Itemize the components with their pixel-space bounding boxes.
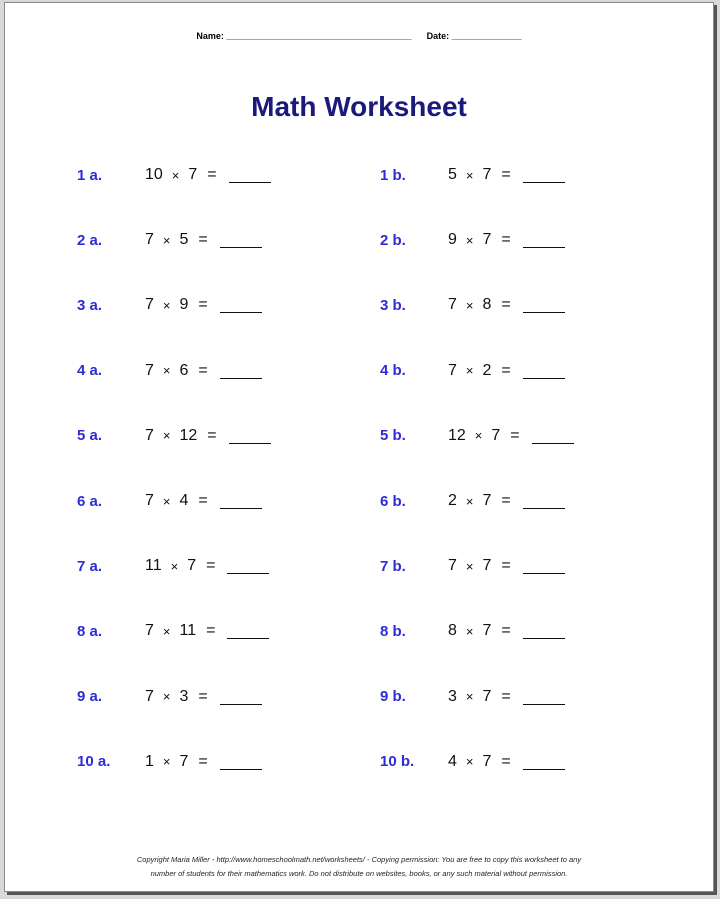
problem-4a [77,356,262,386]
answer-blank[interactable] [227,572,269,574]
answer-blank[interactable] [220,703,262,705]
problem-5a [77,421,271,451]
answer-blank[interactable] [523,181,565,183]
operator: × [465,623,474,639]
operand-a: 7 [145,296,154,314]
problem-1a [77,160,271,190]
operator: × [465,754,474,770]
operator: × [162,493,171,509]
answer-blank[interactable] [220,311,262,313]
problem-number: 3 b. [380,296,406,314]
problem-number: 8 a. [77,622,103,640]
operator: × [162,623,171,639]
problem-2a [77,225,262,255]
answer-blank[interactable] [229,181,271,183]
page-title: Math Worksheet [251,91,467,122]
problem-7a [77,551,269,581]
operand-a: 7 [448,557,457,575]
problem-number: 9 b. [380,688,406,706]
operand-b: 7 [179,752,189,770]
operand-a: 7 [145,426,154,444]
problem-number: 7 a. [77,557,103,575]
answer-blank[interactable] [523,377,565,379]
operand-b: 11 [179,622,197,640]
answer-blank[interactable] [229,442,271,444]
header-fields [5,31,713,41]
equals-sign: = [206,557,216,575]
problem-number: 5 b. [380,427,406,445]
operator: × [162,297,171,313]
operand-a: 8 [448,622,457,640]
operator: × [171,167,180,183]
problem-number: 1 a. [77,166,103,184]
operand-a: 3 [448,687,457,705]
equals-sign: = [198,687,208,705]
problem-4b [380,356,565,386]
problem-number: 7 b. [380,557,406,575]
operator: × [162,232,171,248]
operand-a: 10 [145,166,163,183]
operand-a: 5 [448,166,457,183]
problem-number: 6 a. [77,492,103,510]
operand-a: 9 [448,231,457,249]
operand-b: 7 [482,231,492,249]
operator: × [465,167,474,183]
problem-number: 8 b. [380,622,406,640]
equals-sign: = [501,622,511,640]
problem-number: 4 a. [77,362,103,380]
footer-line-2: number of students for their mathematics work. Do not distribute on websites, books, or any such material without permission. [150,869,568,878]
operand-a: 2 [448,492,457,509]
operand-b: 7 [482,687,492,705]
operand-a: 4 [448,752,457,770]
operand-b: 7 [482,166,492,183]
equals-sign: = [501,492,511,509]
operand-a: 7 [145,492,154,509]
operand-b: 5 [179,231,189,249]
operand-b: 7 [482,492,492,509]
operator: × [170,558,179,574]
operator: × [465,297,474,313]
problem-10b [380,747,565,777]
answer-blank[interactable] [220,507,262,509]
operand-b: 7 [482,557,492,575]
operand-a: 1 [145,752,154,770]
operand-b: 4 [179,492,189,509]
equals-sign: = [501,296,511,314]
operand-b: 7 [188,166,198,183]
answer-blank[interactable] [523,703,565,705]
operand-a: 12 [448,426,466,444]
problem-6a [77,486,262,516]
equals-sign: = [198,296,208,314]
answer-blank[interactable] [220,246,262,248]
answer-blank[interactable] [523,246,565,248]
operator: × [465,232,474,248]
answer-blank[interactable] [523,311,565,313]
problem-9b [380,682,565,712]
operand-b: 8 [482,296,492,314]
problem-8a [77,616,269,646]
operand-a: 7 [145,231,154,249]
problem-3b [380,290,565,320]
operand-b: 7 [187,557,197,575]
equals-sign: = [206,622,216,640]
answer-blank[interactable] [523,768,565,770]
problem-9a [77,682,262,712]
operator: × [465,493,474,509]
problem-number: 6 b. [380,492,406,510]
operand-b: 12 [179,426,198,444]
operand-b: 2 [482,361,492,379]
operand-a: 7 [448,361,457,379]
problem-number: 3 a. [77,296,103,314]
operator: × [474,428,483,444]
operator: × [465,363,474,379]
operand-b: 6 [179,361,189,379]
equals-sign: = [501,557,511,575]
operand-b: 7 [491,426,501,444]
problem-7b [380,551,565,581]
equals-sign: = [207,426,217,444]
operand-a: 7 [145,687,154,705]
answer-blank[interactable] [220,377,262,379]
problem-number: 2 b. [380,231,406,249]
problem-number: 1 b. [380,166,406,184]
problem-2b [380,225,565,255]
operator: × [162,754,171,770]
equals-sign: = [198,492,208,509]
operand-a: 11 [145,557,162,575]
problem-number: 2 a. [77,231,103,249]
equals-sign: = [501,752,511,770]
date-field-label: Date: ______________ [426,31,522,41]
problem-number: 10 b. [380,753,415,771]
problem-number: 10 a. [77,753,111,771]
answer-blank[interactable] [227,637,269,639]
operator: × [465,689,474,705]
operator: × [465,558,474,574]
worksheet-page [4,2,714,892]
problem-6b [380,486,565,516]
problem-1b [380,160,565,190]
name-field-label: Name: _____________________________________ [196,31,412,41]
problem-number: 9 a. [77,688,103,706]
answer-blank[interactable] [523,507,565,509]
operand-a: 7 [145,361,154,379]
operand-a: 7 [448,296,457,314]
answer-blank[interactable] [523,572,565,574]
equals-sign: = [501,231,511,249]
operator: × [162,428,171,444]
problem-8b [380,616,565,646]
answer-blank[interactable] [532,442,574,444]
problem-number: 5 a. [77,427,103,445]
operand-b: 7 [482,622,492,640]
operand-a: 7 [145,622,154,640]
equals-sign: = [198,752,208,770]
footer-line-1: Copyright Maria Miller - http://www.homeschoolmath.net/worksheets/ - Copying permission: You are free to copy this worksheet to any [136,855,582,864]
equals-sign: = [501,687,511,705]
operand-b: 3 [179,687,189,705]
answer-blank[interactable] [523,637,565,639]
operand-b: 9 [179,296,189,314]
equals-sign: = [510,426,520,444]
equals-sign: = [198,361,208,379]
copyright-footer [5,853,713,881]
problem-10a [77,747,262,777]
equals-sign: = [207,166,217,183]
equals-sign: = [501,166,511,183]
equals-sign: = [198,231,208,249]
operator: × [162,363,171,379]
problem-number: 4 b. [380,362,406,380]
operand-b: 7 [482,752,492,770]
answer-blank[interactable] [220,768,262,770]
operator: × [162,689,171,705]
problem-5b [380,421,574,451]
equals-sign: = [501,361,511,379]
problem-3a [77,290,262,320]
